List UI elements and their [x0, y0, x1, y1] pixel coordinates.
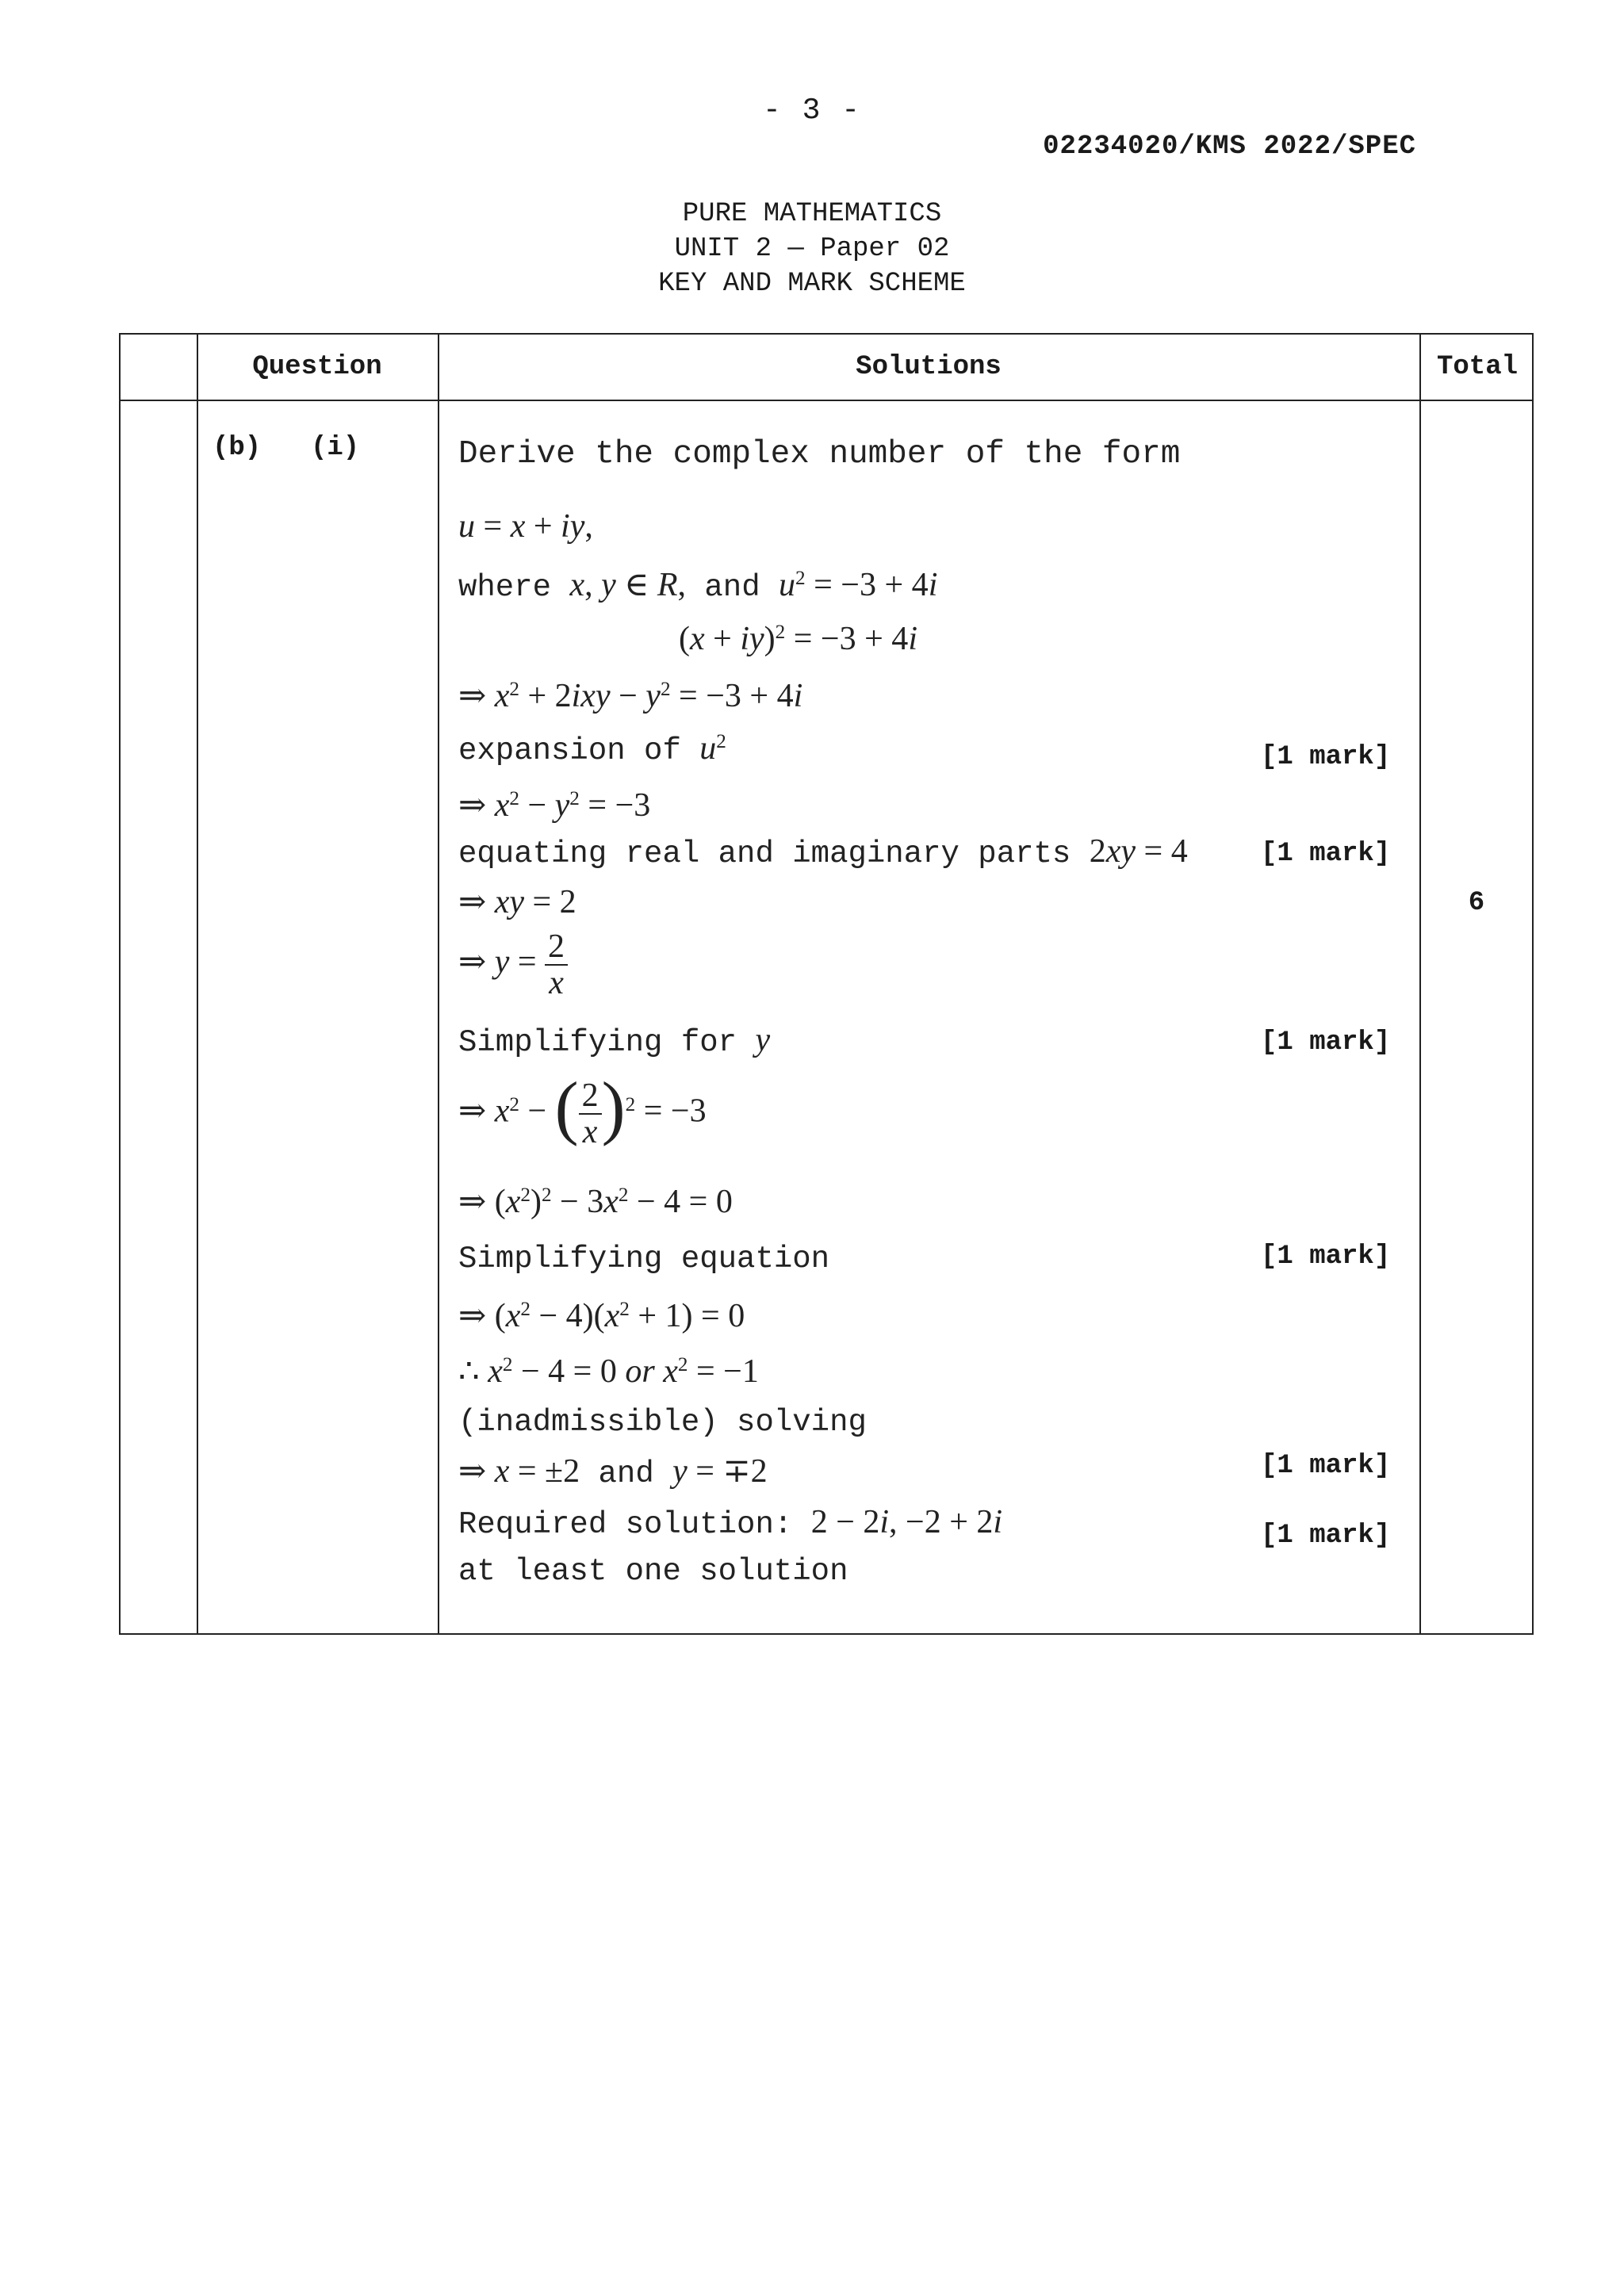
equation-expand: ⇒ $x^2 + 2ixy - y^2 = -3 + 4i$: [458, 678, 803, 714]
mark-4: [1 mark]: [1261, 1242, 1391, 1272]
and-word: and: [704, 570, 760, 605]
total-marks: 6: [1468, 888, 1485, 918]
page-number: - 3 -: [762, 94, 862, 128]
step-equating: equating real and imaginary parts 2xy = 4: [458, 833, 1188, 871]
mark-1: [1 mark]: [1261, 742, 1391, 772]
header-question: Question: [252, 352, 382, 382]
expansion-label: expansion of: [458, 733, 681, 768]
equation-roots: ∴ $x^2 - 4 = 0$ or $x^2 = -1$: [458, 1353, 759, 1390]
equation-quartic: ⇒ $(x^2)^2 - 3x^2 - 4 = 0$: [458, 1184, 733, 1220]
column-divider: [197, 335, 198, 1633]
step-values: ⇒ x = ±2 and y = ∓2: [458, 1453, 768, 1491]
equation-square: (x + iy)$^2$ = −3 + 4i: [679, 621, 917, 657]
mark-6: [1 mark]: [1261, 1521, 1391, 1551]
step-inadmissible: (inadmissible) solving: [458, 1405, 867, 1440]
page-heading: [0, 197, 1624, 301]
heading-scheme: KEY AND MARK SCHEME: [658, 269, 966, 299]
step-at-least: at least one solution: [458, 1554, 848, 1589]
document-code: 02234020/KMS 2022/SPEC: [1043, 132, 1416, 162]
equation-factorised: ⇒ $(x^2 - 4)(x^2 + 1) = 0$: [458, 1298, 745, 1334]
simplifying-for-label: Simplifying for: [458, 1025, 737, 1060]
solution-where: where x, y ∈ R, and $u^2 = -3 + 4i$: [458, 567, 938, 605]
heading-unit: UNIT 2 — Paper 02: [674, 234, 950, 264]
header-divider: [121, 400, 1532, 401]
and-word-2: and: [598, 1456, 654, 1491]
equation-xy: ⇒ xy = 2: [458, 884, 576, 920]
heading-subject: PURE MATHEMATICS: [682, 199, 942, 229]
header-total: Total: [1436, 352, 1519, 382]
equation-form: u = x + iy,: [458, 508, 593, 545]
or-word: or: [625, 1353, 655, 1390]
column-divider: [438, 335, 439, 1633]
step-simplify-y: Simplifying for y: [458, 1022, 771, 1060]
step-simplify-equation: Simplifying equation: [458, 1242, 830, 1276]
mark-2: [1 mark]: [1261, 839, 1391, 869]
where-word: where: [458, 570, 552, 605]
equation-real: ⇒ $x^2 - y^2 = -3$: [458, 787, 651, 824]
required-label: Required solution:: [458, 1507, 793, 1542]
header-solutions: Solutions: [856, 352, 1002, 382]
solution-intro: Derive the complex number of the form: [458, 436, 1181, 473]
mark-5: [1 mark]: [1261, 1451, 1391, 1481]
question-subpart: (i): [311, 433, 360, 463]
step-expansion: expansion of $u^2$: [458, 730, 726, 768]
mark-3: [1 mark]: [1261, 1027, 1391, 1058]
step-required: Required solution: 2 − 2i, −2 + 2i: [458, 1504, 1003, 1542]
equation-y: ⇒ y = $\frac{2}{x}$: [458, 929, 568, 1001]
question-part: (b): [213, 433, 262, 463]
equation-substitute: ⇒ $x^2$ − ( $\frac{2}{x}$ )$^2$ = −3: [458, 1068, 707, 1151]
column-divider: [1419, 335, 1421, 1633]
equating-label: equating real and imaginary parts: [458, 836, 1071, 871]
